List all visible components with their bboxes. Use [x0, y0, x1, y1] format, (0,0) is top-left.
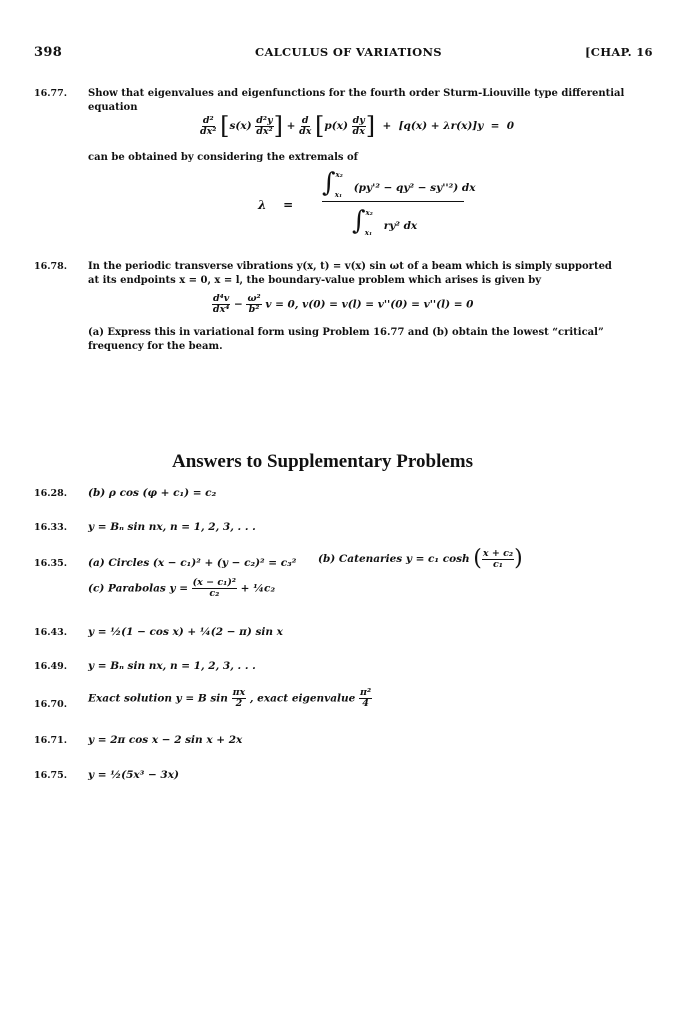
lambda-symbol: λ =: [258, 198, 294, 212]
exact-solution-answer: Exact solution y = B sin $\frac{\pi x}{2}$ , exact eigenvalue $\frac{\text{π²}}{4}$: [88, 687, 372, 709]
answer-number: 16.49.: [34, 661, 68, 672]
answer-number: 16.43.: [34, 627, 68, 638]
answer-number: 16.70.: [34, 699, 68, 710]
answer-text: y = Bₙ sin nx, n = 1, 2, 3, . . .: [88, 660, 256, 672]
problem-number: 16.77.: [34, 88, 68, 99]
chapter-label: [CHAP. 16: [585, 45, 653, 59]
lambda-numerator: ∫$^{x_2}_{x_1}$ (py'² − qy² − sy''²) dx: [322, 168, 476, 199]
problem-text: (a) Express this in variational form using Problem 16.77 and (b) obtain the lowest “critical”: [88, 327, 604, 338]
running-title: CALCULUS OF VARIATIONS: [255, 45, 442, 59]
problem-text: equation: [88, 102, 138, 113]
answer-number: 16.33.: [34, 522, 68, 533]
answer-number: 16.75.: [34, 770, 68, 781]
answer-text: y = ½(5x³ − 3x): [88, 769, 179, 781]
answer-text: y = ½(1 − cos x) + ¼(2 − π) sin x: [88, 626, 283, 638]
parabola-answer: (c) Parabolas y = $\frac{\text{(x − c₁)²}}{\text{c₂}}$ + ¼c₂: [88, 577, 276, 599]
answer-text: y = Bₙ sin nx, n = 1, 2, 3, . . .: [88, 521, 256, 533]
problem-text: frequency for the beam.: [88, 341, 223, 352]
answer-text: (b) ρ cos (φ + c₁) = c₂: [88, 487, 217, 499]
catenary-answer: (b) Catenaries y = c₁ cosh ( $\frac{\text{x + c₂}}{\text{c₁}}$ ): [318, 546, 523, 571]
page-number: 398: [34, 45, 63, 60]
problem-number: 16.78.: [34, 261, 68, 272]
problem-text: Show that eigenvalues and eigenfunctions for the fourth order Sturm-Liouville type differential: [88, 88, 625, 99]
sturm-liouville-equation: $\frac{\text{d²}}{\text{dx²}}$ [s(x) $\frac{\text{d²y}}{\text{dx²}}$ ] + $\frac{d}{dx}$ [p(x) $\frac{dy}{dx}$ ] + [q(x) + λr(x)]y = 0: [200, 112, 515, 140]
problem-text: at its endpoints x = 0, x = l, the boundary-value problem which arises is given by: [88, 275, 542, 286]
answer-number: 16.28.: [34, 488, 68, 499]
lambda-denominator: ∫$^{x_2}_{x_1}$ ry² dx: [352, 206, 418, 237]
answers-title: Answers to Supplementary Problems: [172, 451, 474, 472]
problem-text: can be obtained by considering the extremals of: [88, 152, 358, 163]
answer-number: 16.71.: [34, 735, 68, 746]
answer-text: (a) Circles (x − c₁)² + (y − c₂)² = c₃²: [88, 557, 297, 569]
answer-text: y = 2π cos x − 2 sin x + 2x: [88, 734, 243, 746]
fraction-bar: [322, 201, 464, 202]
answer-number: 16.35.: [34, 558, 68, 569]
beam-equation: $\frac{\text{d⁴v}}{\text{dx⁴}}$ − $\frac{\text{ω²}}{\text{b²}}$ v = 0, v(0) = v(l) = v''(0) = v''(l) = 0: [212, 293, 474, 315]
problem-text: In the periodic transverse vibrations y(x, t) = v(x) sin ωt of a beam which is simply supported: [88, 261, 612, 272]
